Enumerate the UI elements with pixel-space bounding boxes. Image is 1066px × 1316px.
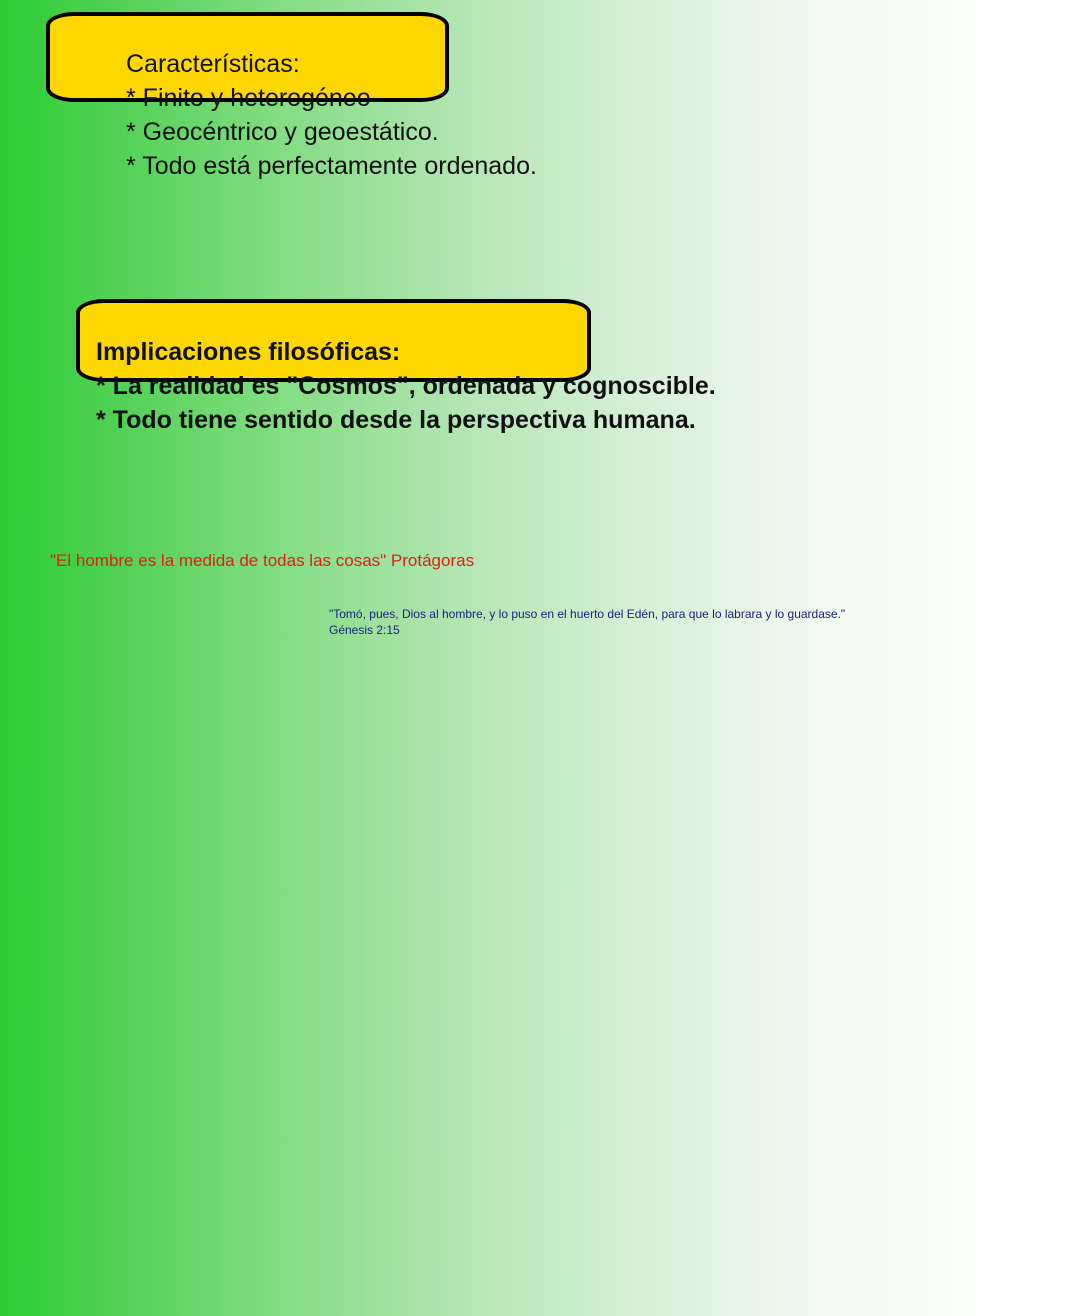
genesis-quote	[329, 606, 845, 638]
characteristics-item: * Todo está perfectamente ordenado.	[126, 152, 537, 180]
implications-item: * La realidad es "Cosmos", ordenada y cognoscible.	[96, 372, 716, 400]
implications-section	[96, 335, 716, 437]
genesis-quote-text: "Tomó, pues, Dios al hombre, y lo puso en el huerto del Edén, para que lo labrara y lo guardase."	[329, 607, 846, 621]
genesis-quote-reference: Génesis 2:15	[329, 623, 400, 637]
characteristics-heading: Características:	[126, 50, 300, 78]
characteristics-section	[126, 47, 537, 183]
characteristics-item: * Geocéntrico y geoestático.	[126, 118, 439, 146]
protagoras-quote: "El hombre es la medida de todas las cosas" Protágoras	[50, 551, 475, 570]
characteristics-item: * Finito y heterogéneo	[126, 84, 371, 112]
implications-heading: Implicaciones filosóficas:	[96, 338, 401, 366]
implications-item: * Todo tiene sentido desde la perspectiva humana.	[96, 406, 696, 434]
